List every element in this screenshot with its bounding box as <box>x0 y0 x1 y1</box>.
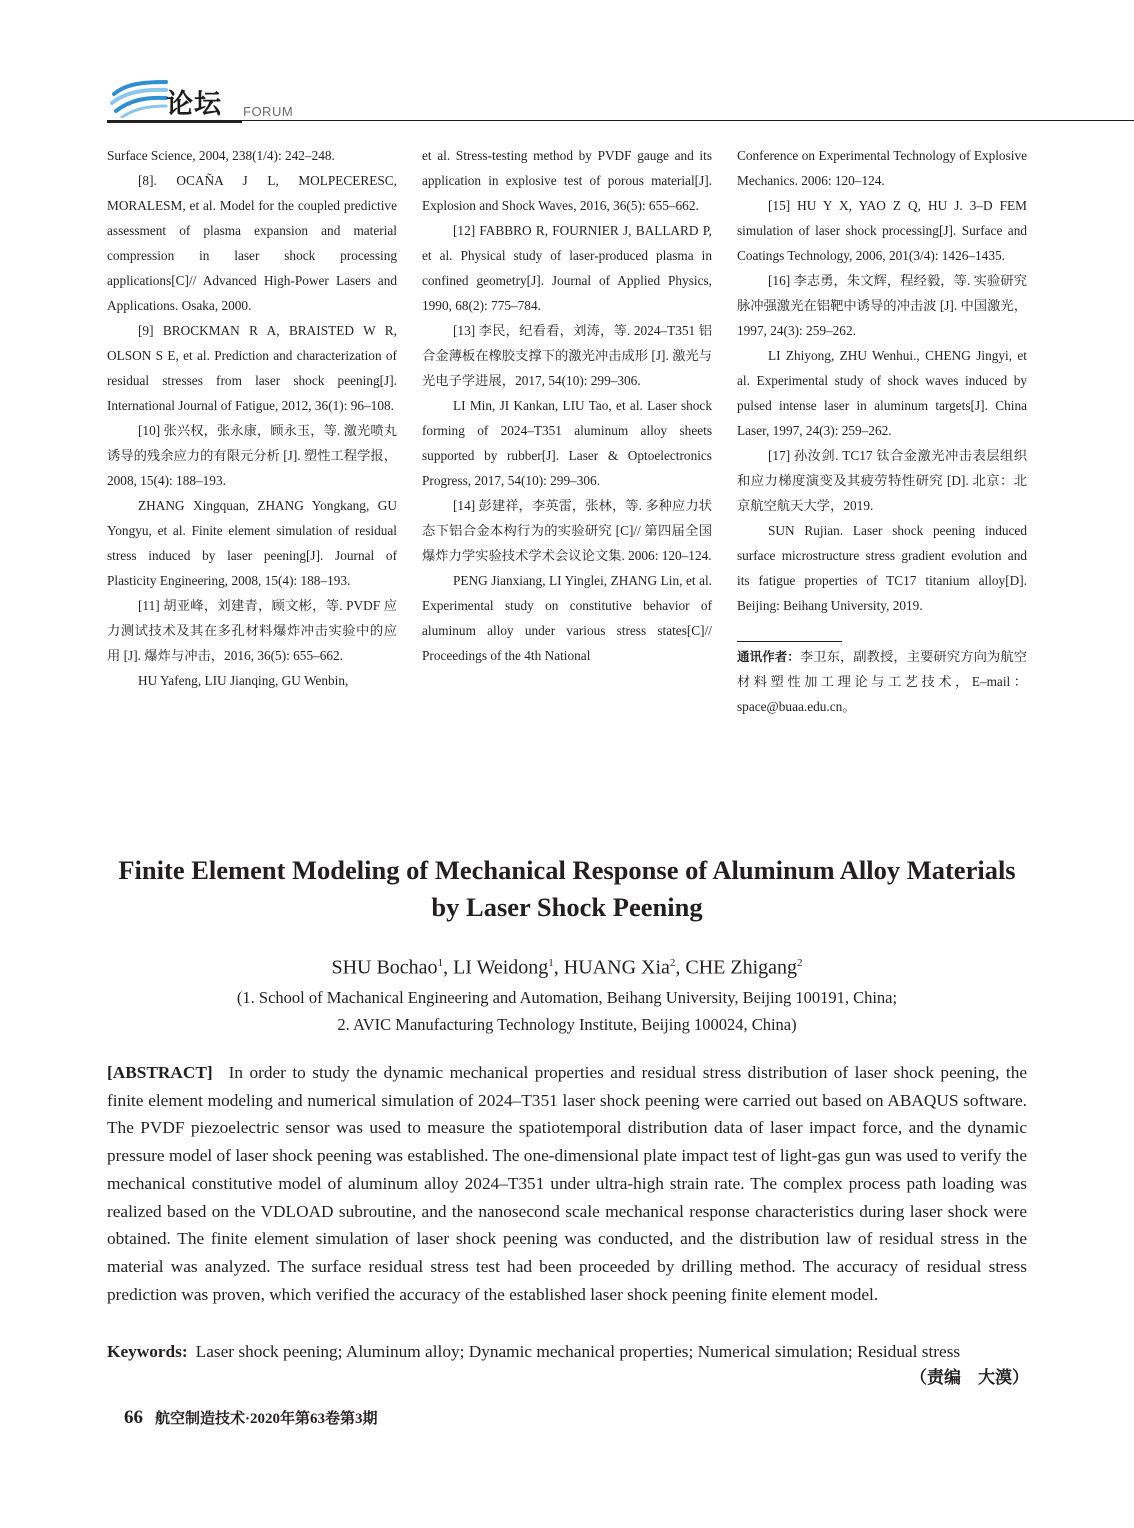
author-name: SHU Bochao <box>331 956 438 979</box>
journal-name: 航空制造技术·2020年第63卷第3期 <box>155 1411 378 1427</box>
reference-entry: [16] 李志勇，朱文辉，程经毅，等. 实验研究脉冲强激光在铝靶中诱导的冲击波 [J]. 中国激光，1997, 24(3): 259–262. <box>737 273 1027 338</box>
reference-entry: ZHANG Xingquan, ZHANG Yongkang, GU Yongyu, et al. Finite element simulation of residual stress induced by laser peening[J]. Journal of Plasticity Engineering, 2008, 15(4): 188–193. <box>107 498 397 588</box>
reference-entry: HU Yafeng, LIU Jianqing, GU Wenbin, <box>138 673 349 688</box>
abstract <box>107 1059 1027 1308</box>
affiliation-line: (1. School of Machanical Engineering and Automation, Beihang University, Beijing 100191, China; <box>236 988 898 1007</box>
page-header <box>0 0 1134 130</box>
abstract-text: In order to study the dynamic mechanical properties and residual stress distribution of laser shock peening, the finite element modeling and numerical simulation of 2024–T351 laser shock peening were carried out based on ABAQUS software. The PVDF piezoelectric sensor was used to measure the spatiotemporal distribution data of laser impact force, and the dynamic pressure model of laser shock peening was established. The one-dimensional plate impact test of light-gas gun was used to verify the mechanical constitutive model of aluminum alloy 2024–T351 under ultra-high strain rate. The complex process path loading was realized based on the VDLOAD subroutine, and the nanosecond scale mechanical response characteristics during laser shock were obtained. The finite element simulation of laser shock peening was conducted, and the distribution law of residual stress in the material was analyzed. The surface residual stress test had been proceeded by drilling method. The accuracy of residual stress prediction was proven, which verified the accuracy of the established laser shock peening finite element model. <box>107 1063 1027 1304</box>
correspondence-label: 通讯作者： <box>737 649 800 664</box>
correspondence-note <box>737 644 1027 719</box>
editor-note: （责编 大漠） <box>910 1368 1029 1388</box>
reference-entry: Conference on Experimental Technology of Explosive Mechanics. 2006: 120–124. <box>737 148 1027 188</box>
author-affiliation-marker: 1 <box>437 957 444 969</box>
reference-entry: PENG Jianxiang, LI Yinglei, ZHANG Lin, et al. Experimental study on constitutive behavior of aluminum alloy under various stress states[C]// Proceedings of the 4th National <box>422 573 712 663</box>
header-rule-thin <box>242 120 1134 121</box>
forum-logo-waves-icon <box>110 78 168 118</box>
page-footer <box>124 1407 378 1430</box>
author-name: HUANG Xia <box>563 956 670 979</box>
affiliations <box>100 984 1034 1038</box>
author-list: SHU Bochao$^1$, LI Weidong$^1$, HUANG Xia$^2$, CHE Zhigang$^2$ <box>331 956 803 979</box>
reference-entry: [8]. OCAÑA J L, MOLPECERESC, MORALESM, et al. Model for the coupled predictive assessment of plasma expansion and material compression in laser shock processing applications[C]// Advanced High-Power Lasers and Applications. Osaka, 2000. <box>107 173 397 313</box>
correspondence-divider <box>737 641 842 642</box>
keywords-text: Laser shock peening; Aluminum alloy; Dynamic mechanical properties; Numerical simulation; Residual stress <box>195 1342 961 1361</box>
keywords-label: Keywords: <box>107 1342 188 1361</box>
abstract-label: [ABSTRACT] <box>107 1063 213 1082</box>
reference-entry: [10] 张兴权，张永康，顾永玉，等. 激光喷丸诱导的残余应力的有限元分析 [J]. 塑性工程学报，2008, 15(4): 188–193. <box>107 423 397 488</box>
references-column-1 <box>107 143 397 693</box>
section-title-cn: 论坛 <box>166 89 222 120</box>
section-title-en: FORUM <box>243 104 294 119</box>
article-title-line-1: Finite Element Modeling of Mechanical Response of Aluminum Alloy Materials <box>118 855 1016 885</box>
reference-entry: [11] 胡亚峰，刘建青，顾文彬，等. PVDF 应力测试技术及其在多孔材料爆炸冲击实验中的应用 [J]. 爆炸与冲击，2016, 36(5): 655–662. <box>107 598 397 663</box>
reference-entry: [15] HU Y X, YAO Z Q, HU J. 3–D FEM simulation of laser shock processing[J]. Surface and Coatings Technology, 2006, 201(3/4): 1426–1435. <box>737 198 1027 263</box>
author-affiliation-marker: 1 <box>548 957 554 969</box>
page-number: 66 <box>124 1407 143 1428</box>
references-column-3 <box>737 143 1027 719</box>
header-rule-thick <box>107 120 242 123</box>
article-title-line-2: by Laser Shock Peening <box>431 892 703 922</box>
reference-entry: [12] FABBRO R, FOURNIER J, BALLARD P, et al. Physical study of laser-produced plasma in confined geometry[J]. Journal of Applied Physics, 1990, 68(2): 775–784. <box>422 223 712 313</box>
author-affiliation-marker: 2 <box>797 957 803 969</box>
affiliation-line: 2. AVIC Manufacturing Technology Institute, Beijing 100024, China) <box>337 1015 797 1034</box>
author-affiliation-marker: 2 <box>669 957 676 969</box>
reference-entry: LI Zhiyong, ZHU Wenhui., CHENG Jingyi, et al. Experimental study of shock waves induced by pulsed intense laser in aluminum targets[J]. China Laser, 1997, 24(3): 259–262. <box>737 348 1027 438</box>
author-name: CHE Zhigang <box>685 956 798 979</box>
reference-entry: [14] 彭建祥，李英雷，张林，等. 多种应力状态下铝合金本构行为的实验研究 [C]// 第四届全国爆炸力学实验技术学术会议论文集. 2006: 120–124. <box>422 498 712 563</box>
reference-entry: et al. Stress-testing method by PVDF gauge and its application in explosive test of porous material[J]. Explosion and Shock Waves, 2016, 36(5): 655–662. <box>422 148 712 213</box>
reference-entry: [17] 孙汝剑. TC17 钛合金激光冲击表层组织和应力梯度演变及其疲劳特性研究 [D]. 北京：北京航空航天大学，2019. <box>737 448 1027 513</box>
reference-entry: LI Min, JI Kankan, LIU Tao, et al. Laser shock forming of 2024–T351 aluminum alloy sheets supported by rubber[J]. Laser & Optoelectronics Progress, 2017, 54(10): 299–306. <box>422 398 712 488</box>
reference-entry: [13] 李民，纪看看，刘涛，等. 2024–T351 铝合金薄板在橡胶支撑下的激光冲击成形 [J]. 激光与光电子学进展，2017, 54(10): 299–306. <box>422 323 712 388</box>
author-name: LI Weidong <box>453 956 549 979</box>
reference-entry: [9] BROCKMAN R A, BRAISTED W R, OLSON S E, et al. Prediction and characterization of residual stresses from laser shock peening[J]. International Journal of Fatigue, 2012, 36(1): 96–108. <box>107 323 397 413</box>
reference-entry: Surface Science, 2004, 238(1/4): 242–248. <box>107 148 335 163</box>
references-column-2 <box>422 143 712 668</box>
keywords <box>107 1338 1027 1365</box>
correspondence-text: 李卫东，副教授，主要研究方向为航空材料塑性加工理论与工艺技术，E–mail：space@buaa.edu.cn。 <box>737 649 1027 714</box>
reference-entry: SUN Rujian. Laser shock peening induced surface microstructure stress gradient evolution and its fatigue properties of TC17 titanium alloy[D]. Beijing: Beihang University, 2019. <box>737 523 1027 613</box>
article-title <box>100 852 1034 926</box>
